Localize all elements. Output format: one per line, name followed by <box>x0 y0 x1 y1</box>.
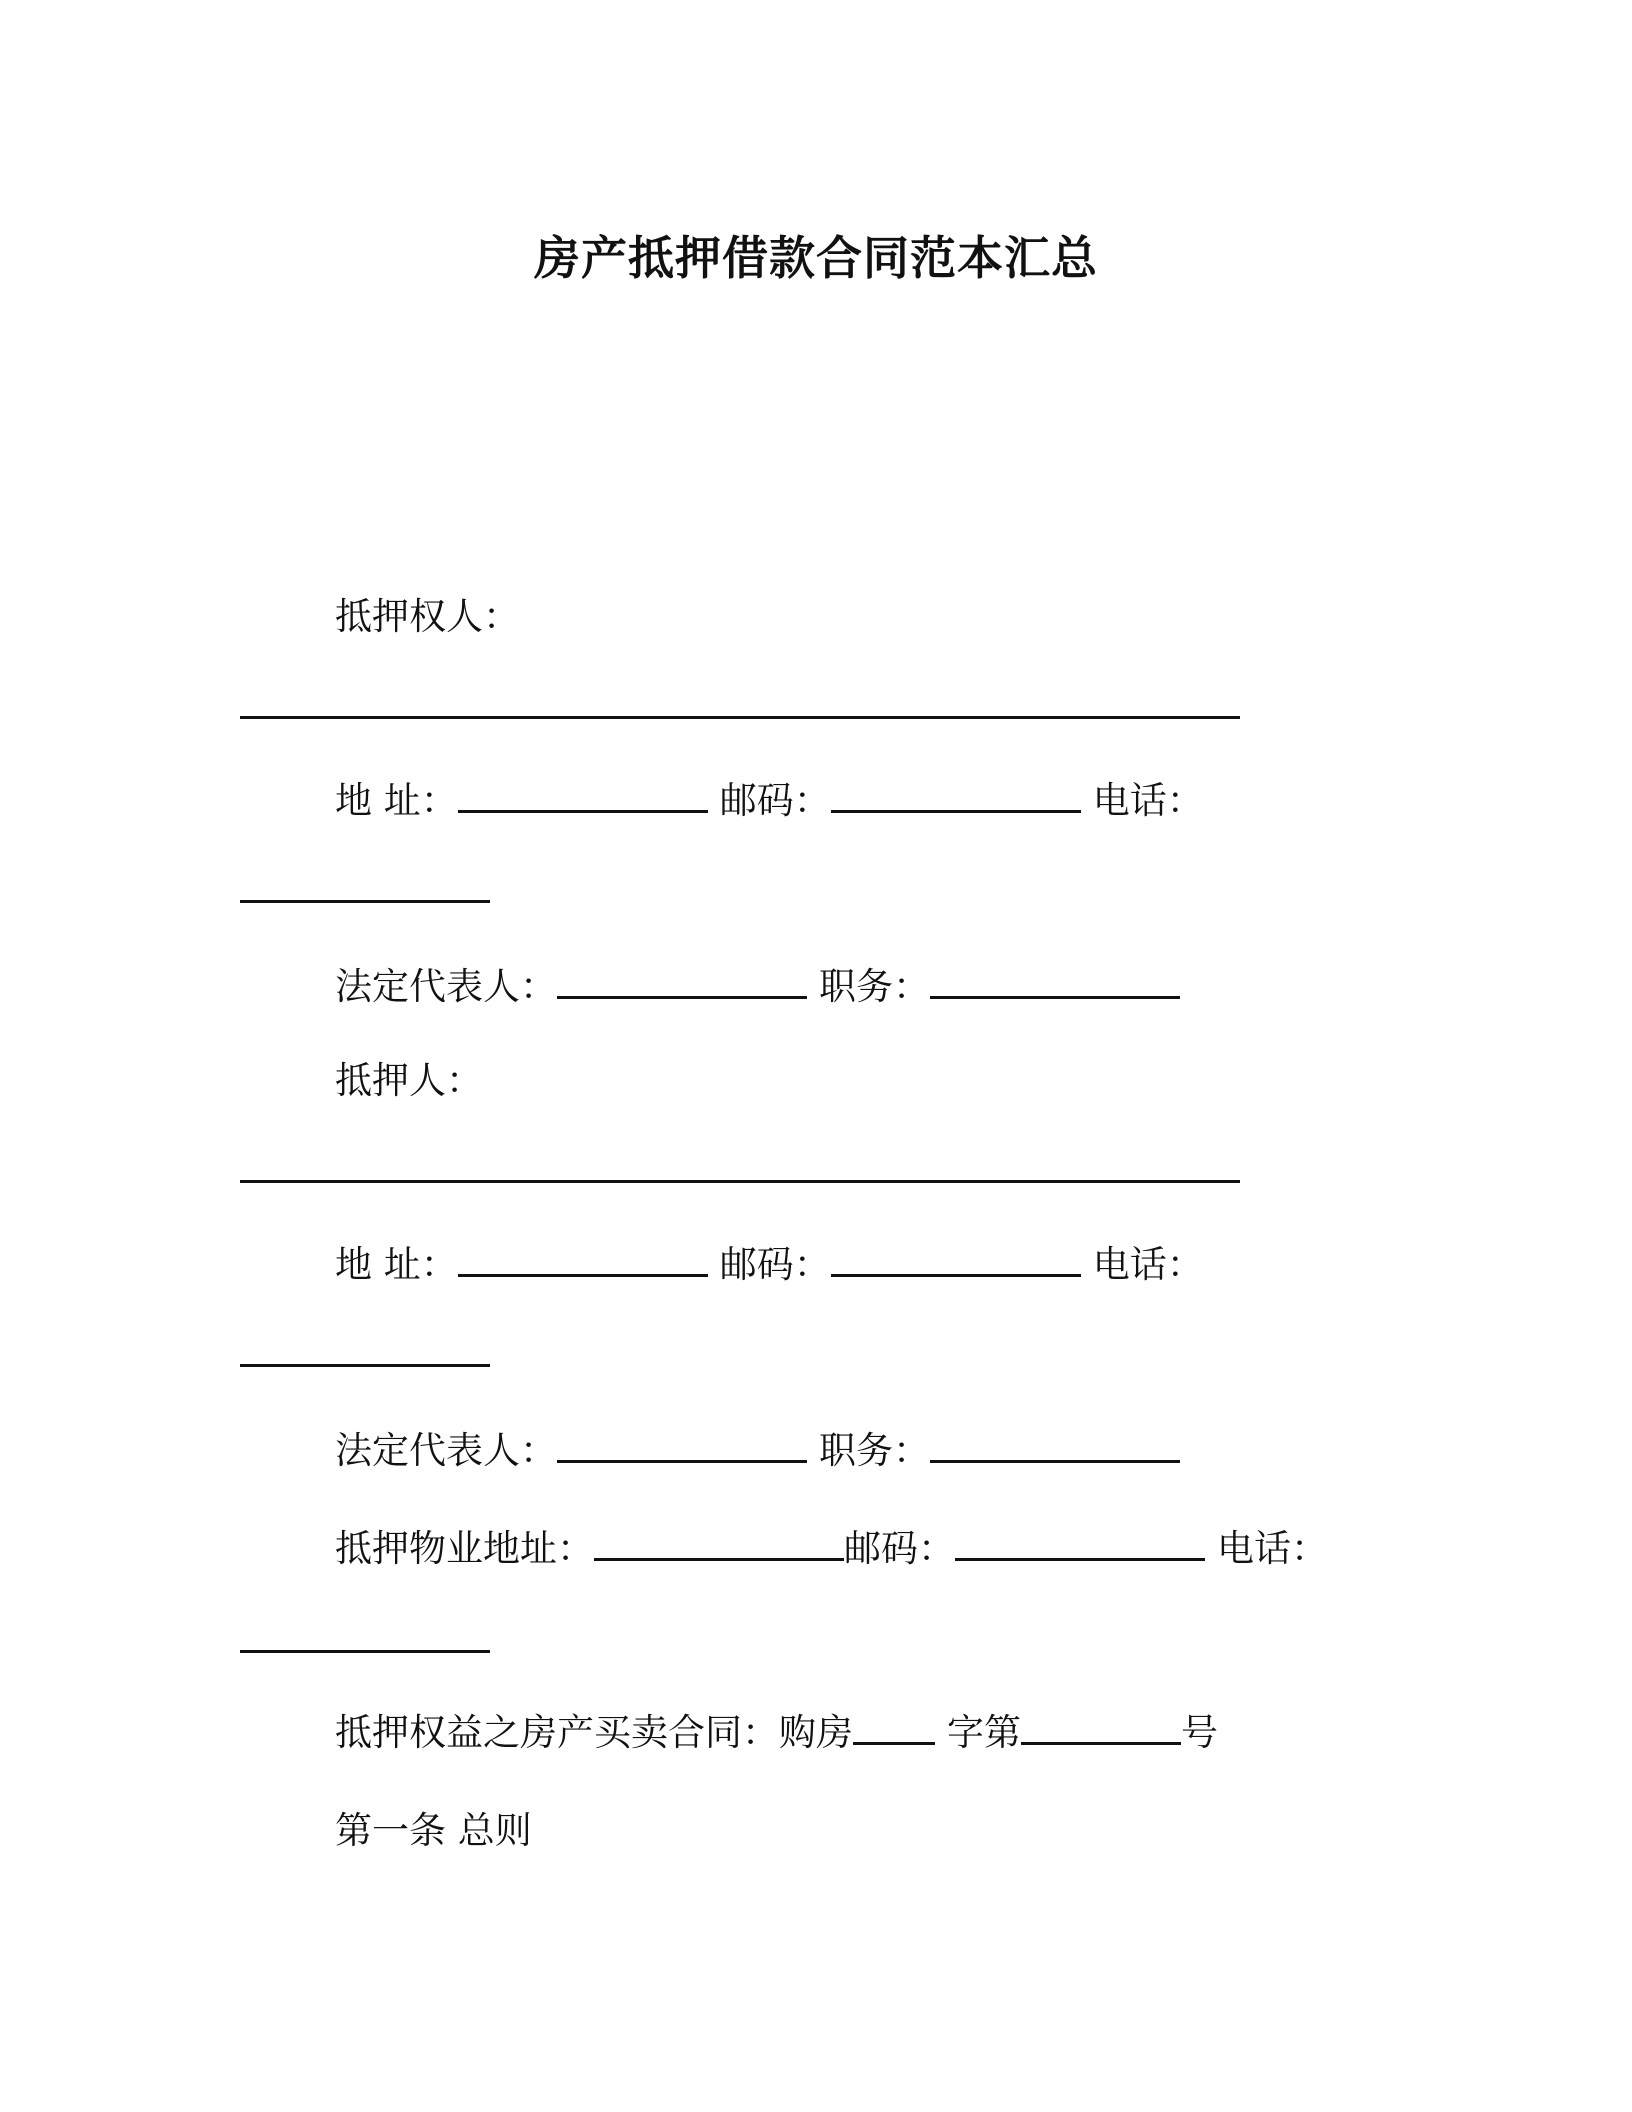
mortgagor-name-line <box>240 1142 1240 1196</box>
mortgagor-phone-label: 电话： <box>1092 1243 1204 1286</box>
contract-line <box>335 1704 1218 1758</box>
mortgagor-rep-line <box>335 1422 1180 1476</box>
mortgagee-line <box>335 592 520 642</box>
mortgagor-position-label: 职务： <box>819 1429 930 1472</box>
mortgagee-position-blank[interactable] <box>930 958 1180 999</box>
mortgagor-postcode-blank[interactable] <box>831 1236 1081 1277</box>
property-postcode-blank[interactable] <box>955 1520 1205 1561</box>
mortgagor-position-blank[interactable] <box>930 1422 1180 1463</box>
property-address-label: 抵押物业地址： <box>335 1527 594 1570</box>
mortgagee-postcode-label: 邮码： <box>719 779 831 822</box>
property-address-blank[interactable] <box>594 1520 844 1561</box>
mortgagor-label: 抵押人： <box>335 1059 483 1102</box>
mortgagor-name-blank[interactable] <box>240 1142 1240 1183</box>
mortgagee-position-label: 职务： <box>819 965 930 1008</box>
mortgagee-postcode-blank[interactable] <box>831 772 1081 813</box>
mortgagee-address-blank[interactable] <box>458 772 708 813</box>
mortgagee-phone-line <box>240 862 490 916</box>
mortgagee-label: 抵押权人： <box>335 595 520 638</box>
contract-word-blank[interactable] <box>853 1704 935 1745</box>
mortgagee-phone-blank[interactable] <box>240 862 490 903</box>
mortgagee-rep-line <box>335 958 1180 1012</box>
property-phone-blank[interactable] <box>240 1612 490 1653</box>
mortgagor-line <box>335 1056 483 1106</box>
article-1-heading: 第一条 总则 <box>335 1809 532 1852</box>
property-postcode-label: 邮码： <box>844 1527 955 1570</box>
mortgagee-name-line <box>240 678 1240 732</box>
document-title: 房产抵押借款合同范本汇总 <box>534 231 1098 285</box>
mortgagee-rep-label: 法定代表人： <box>335 965 557 1008</box>
mortgagor-postcode-label: 邮码： <box>719 1243 831 1286</box>
mortgagor-address-line <box>335 1236 1204 1290</box>
mortgagor-rep-label: 法定代表人： <box>335 1429 557 1472</box>
mortgagor-phone-blank[interactable] <box>240 1326 490 1367</box>
mortgagee-address-line <box>335 772 1204 826</box>
contract-suffix: 号 <box>1181 1711 1218 1754</box>
property-phone-line <box>240 1612 490 1666</box>
contract-prefix: 抵押权益之房产买卖合同：购房 <box>335 1711 853 1754</box>
mortgagor-address-blank[interactable] <box>458 1236 708 1277</box>
mortgagee-address-label: 地 址： <box>335 779 458 822</box>
mortgagor-phone-line <box>240 1326 490 1380</box>
mortgagee-phone-label: 电话： <box>1092 779 1204 822</box>
contract-number-blank[interactable] <box>1021 1704 1181 1745</box>
property-phone-label: 电话： <box>1217 1527 1328 1570</box>
mortgagor-address-label: 地 址： <box>335 1243 458 1286</box>
property-address-line <box>335 1520 1328 1574</box>
contract-mid: 字第 <box>947 1711 1021 1754</box>
mortgagee-rep-blank[interactable] <box>557 958 807 999</box>
mortgagor-rep-blank[interactable] <box>557 1422 807 1463</box>
mortgagee-name-blank[interactable] <box>240 678 1240 719</box>
